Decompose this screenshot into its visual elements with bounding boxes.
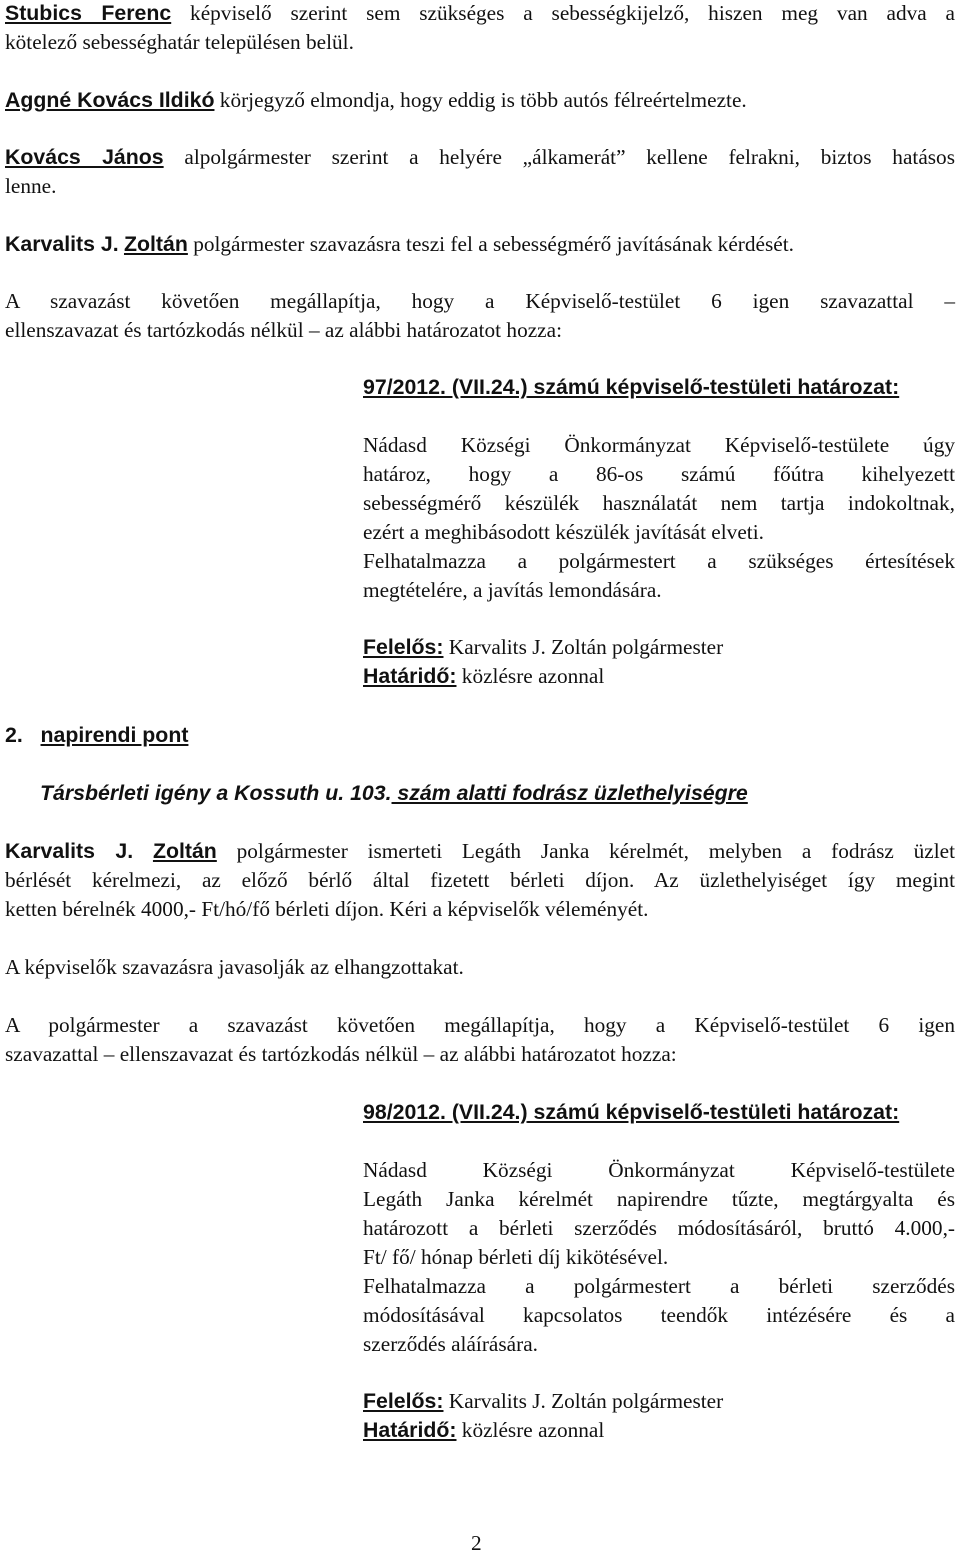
resolution-2-body-line: szerződés aláírására. bbox=[363, 1332, 538, 1356]
resolution-1-body-line: megtételére, a javítás lemondására. bbox=[363, 578, 662, 602]
deadline-value: közlésre azonnal bbox=[456, 664, 605, 688]
resolution-2-title bbox=[363, 1099, 955, 1125]
resolution-2-deadline bbox=[363, 1417, 955, 1443]
speaker-name: Stubics Ferenc bbox=[5, 1, 172, 25]
agenda-number: 2. bbox=[5, 723, 23, 747]
resolution-title-text: számú képviselő-testületi határozat: bbox=[527, 375, 900, 399]
resolution-title-text: számú képviselő-testületi határozat: bbox=[527, 1100, 900, 1124]
speaker-name-part1: Karvalits J. bbox=[5, 839, 134, 863]
agenda-title-part2: szám alatti fodrász üzlethelyiségre bbox=[391, 781, 748, 805]
intro-p1-line1 bbox=[5, 0, 955, 26]
intro-p5-line1: A szavazást követően megállapítja, hogy a Képviselő-testület 6 igen szavazattal – bbox=[5, 289, 955, 313]
intro-p1-text: képviselő szerint sem szükséges a sebességkijelző, hiszen meg van adva a bbox=[171, 1, 955, 25]
intro-p3-line1 bbox=[5, 144, 955, 170]
intro-p3-text: alpolgármester szerint a helyére „álkamerát” kellene felrakni, biztos hatásos bbox=[163, 145, 955, 169]
responsible-value: Karvalits J. Zoltán polgármester bbox=[443, 635, 724, 659]
section2-p3-line1: A polgármester a szavazást követően megállapítja, hogy a Képviselő-testület 6 igen bbox=[5, 1013, 955, 1037]
resolution-2-body-line: Felhatalmazza a polgármestert a bérleti szerződés bbox=[363, 1274, 955, 1298]
resolution-1-responsible bbox=[363, 634, 955, 660]
responsible-label: Felelős: bbox=[363, 635, 444, 659]
intro-p4 bbox=[5, 231, 794, 257]
deadline-value: közlésre azonnal bbox=[456, 1418, 605, 1442]
speaker-name-part2: Zoltán bbox=[152, 839, 217, 863]
resolution-1-body-line: Nádasd Községi Önkormányzat Képviselő-testülete úgy bbox=[363, 433, 955, 457]
resolution-1-body-line: Felhatalmazza a polgármestert a szükséges értesítések bbox=[363, 549, 955, 573]
resolution-1-title bbox=[363, 374, 955, 400]
resolution-number: 98/2012. (VII.24.) bbox=[363, 1100, 528, 1124]
section2-p1-line1 bbox=[5, 838, 955, 864]
responsible-value: Karvalits J. Zoltán polgármester bbox=[443, 1389, 724, 1413]
resolution-2-body-line: Nádasd Községi Önkormányzat Képviselő-testülete bbox=[363, 1158, 955, 1182]
resolution-2-body-line: módosításával kapcsolatos teendők intézésére és a bbox=[363, 1303, 955, 1327]
deadline-label: Határidő: bbox=[363, 1418, 457, 1442]
agenda-title-part1: Társbérleti igény a Kossuth u. 103. bbox=[40, 781, 392, 805]
resolution-2-responsible bbox=[363, 1388, 955, 1414]
intro-p3-line2: lenne. bbox=[5, 174, 57, 198]
responsible-label: Felelős: bbox=[363, 1389, 444, 1413]
agenda-title bbox=[40, 780, 748, 806]
speaker-name: Aggné Kovács Ildikó bbox=[5, 88, 215, 112]
resolution-1-body-line: határoz, hogy a 86-os számú főútra kihelyezett bbox=[363, 462, 955, 486]
intro-p2-text: körjegyző elmondja, hogy eddig is több autós félreértelmezte. bbox=[214, 88, 747, 112]
deadline-label: Határidő: bbox=[363, 664, 457, 688]
speaker-name: Kovács János bbox=[5, 145, 164, 169]
intro-p1-line2: kötelező sebességhatár településen belül. bbox=[5, 30, 354, 54]
section2-p2: A képviselők szavazásra javasolják az elhangzottakat. bbox=[5, 955, 464, 979]
resolution-2-body-line: Legáth Janka kérelmét napirendre tűzte, megtárgyalta és bbox=[363, 1187, 955, 1211]
section2-p3-line2: szavazattal – ellenszavazat és tartózkodás nélkül – az alábbi határozatot hozza: bbox=[5, 1042, 677, 1066]
section2-p1-line3: ketten bérelnék 4000,- Ft/hó/fő bérleti díjon. Kéri a képviselők véleményét. bbox=[5, 897, 649, 921]
intro-p4-text: polgármester szavazásra teszi fel a sebességmérő javításának kérdését. bbox=[187, 232, 794, 256]
resolution-1-body-line: sebességmérő készülék használatát nem tartja indokoltnak, bbox=[363, 491, 955, 515]
agenda-heading bbox=[5, 722, 188, 748]
intro-p2 bbox=[5, 87, 747, 113]
section2-p1-line2: bérlését kérelmezi, az előző bérlő által fizetett bérleti díjon. Az üzlethelyiséget így megint bbox=[5, 868, 955, 892]
page-number: 2 bbox=[471, 1531, 482, 1555]
agenda-label: napirendi pont bbox=[40, 723, 189, 747]
speaker-name-part2: Zoltán bbox=[123, 232, 188, 256]
intro-p5-line2: ellenszavazat és tartózkodás nélkül – az alábbi határozatot hozza: bbox=[5, 318, 562, 342]
section2-p1-text: polgármester ismerteti Legáth Janka kérelmét, melyben a fodrász üzlet bbox=[216, 839, 955, 863]
resolution-1-body-line: ezért a meghibásodott készülék javítását elveti. bbox=[363, 520, 764, 544]
resolution-1-deadline bbox=[363, 663, 955, 689]
speaker-name-part1: Karvalits J. bbox=[5, 232, 119, 256]
resolution-2-body-line: Ft/ fő/ hónap bérleti díj kikötésével. bbox=[363, 1245, 669, 1269]
resolution-2-body-line: határozott a bérleti szerződés módosításáról, bruttó 4.000,- bbox=[363, 1216, 955, 1240]
resolution-number: 97/2012. (VII.24.) bbox=[363, 375, 528, 399]
